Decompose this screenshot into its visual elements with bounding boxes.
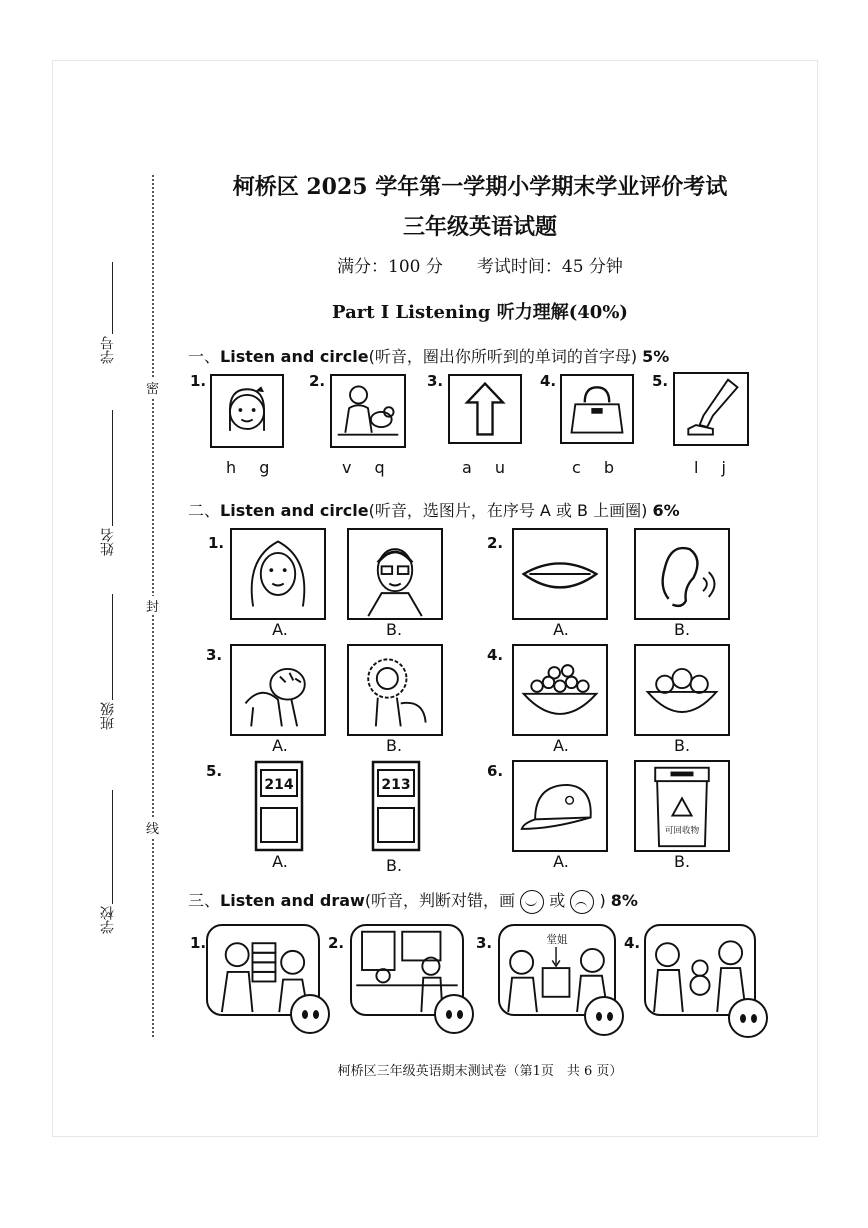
section2-heading: 二、Listen and circle(听音，选图片，在序号 A 或 B 上画圈) 6%	[188, 501, 680, 520]
vet-with-dog-icon	[330, 374, 406, 448]
part1-title: Part I Listening 听力理解(40%)	[332, 302, 628, 323]
s3-item2-num: 2.	[328, 934, 345, 952]
s2-item4-option-b[interactable]: B.	[673, 736, 691, 755]
s1-item3-letters[interactable]: a u	[462, 458, 506, 477]
s2-item3-option-a[interactable]: A.	[272, 736, 288, 755]
leg-icon	[673, 372, 749, 446]
school-label: 学校	[100, 906, 116, 934]
seal-char-xian: 线	[146, 818, 159, 837]
oranges-bowl-icon	[634, 644, 730, 736]
exam-subtitle: 三年级英语试题	[402, 214, 557, 240]
s2-item1-num: 1.	[208, 534, 225, 552]
handbag-icon	[560, 374, 634, 444]
cap-icon	[512, 760, 608, 852]
s3-item3-num: 3.	[476, 934, 493, 952]
name-label: 姓名	[100, 528, 116, 556]
s2-item1-option-a[interactable]: A.	[272, 620, 288, 639]
s1-item5-num: 5.	[652, 372, 669, 390]
s1-item2-num: 2.	[309, 372, 326, 390]
s3-item1-answer-face[interactable]	[290, 994, 330, 1034]
door-213-number: 213	[381, 777, 411, 793]
class-line	[112, 594, 113, 700]
happy-face-icon	[520, 890, 544, 914]
s1-item3-num: 3.	[427, 372, 444, 390]
cousin-label: 堂姐	[546, 934, 568, 947]
s1-item2-letters[interactable]: v q	[342, 458, 385, 477]
s3-item4-answer-face[interactable]	[728, 998, 768, 1038]
s1-item5-letters[interactable]: l j	[694, 458, 726, 477]
class-label: 班级	[100, 702, 116, 730]
s2-item5-option-a[interactable]: A.	[272, 852, 288, 871]
s2-item3-option-b[interactable]: B.	[385, 736, 403, 755]
student-id-line	[112, 262, 113, 334]
door-213-icon	[347, 760, 443, 852]
recycle-bin-label: 可回收物	[664, 825, 700, 836]
s2-item2-num: 2.	[487, 534, 504, 552]
recycle-bin-icon	[634, 760, 730, 852]
s1-item4-letters[interactable]: c b	[572, 458, 615, 477]
s2-item4-option-a[interactable]: A.	[553, 736, 569, 755]
s3-item3-answer-face[interactable]	[584, 996, 624, 1036]
section3-heading: 三、Listen and draw(听音，判断对错，画 或 ) 8%	[188, 888, 638, 914]
door-214-icon	[230, 760, 326, 852]
s3-item2-answer-face[interactable]	[434, 994, 474, 1034]
mouth-icon	[512, 528, 608, 620]
woman-face-icon	[230, 528, 326, 620]
door-214-number: 214	[264, 777, 294, 793]
s2-item4-num: 4.	[487, 646, 504, 664]
s2-item5-num: 5.	[206, 762, 223, 780]
s1-item1-num: 1.	[190, 372, 207, 390]
score-time-info: 满分：100 分 考试时间：45 分钟	[337, 257, 623, 277]
page-footer: 柯桥区三年级英语期末测试卷（第1页 共 6 页）	[337, 1064, 623, 1079]
girl-face-icon	[210, 374, 284, 448]
student-id-label: 学号	[100, 336, 116, 364]
man-with-glasses-icon	[347, 528, 443, 620]
s1-item4-num: 4.	[540, 372, 557, 390]
seal-char-feng: 封	[146, 596, 159, 615]
s1-item1-letters[interactable]: h g	[226, 458, 270, 477]
s2-item6-option-a[interactable]: A.	[553, 852, 569, 871]
ear-icon	[634, 528, 730, 620]
tiger-icon	[230, 644, 326, 736]
s2-item6-num: 6.	[487, 762, 504, 780]
seal-char-mi: 密	[146, 378, 159, 397]
s2-item3-num: 3.	[206, 646, 223, 664]
s2-item2-option-b[interactable]: B.	[673, 620, 691, 639]
lion-icon	[347, 644, 443, 736]
s2-item6-option-b[interactable]: B.	[673, 852, 691, 871]
up-arrow-icon	[448, 374, 522, 444]
school-line	[112, 790, 113, 904]
s3-item1-num: 1.	[190, 934, 207, 952]
section1-heading: 一、Listen and circle(听音，圈出你所听到的单词的首字母) 5%	[188, 347, 670, 366]
sad-face-icon	[570, 890, 594, 914]
s2-item5-option-b[interactable]: B.	[385, 856, 403, 875]
s2-item2-option-a[interactable]: A.	[553, 620, 569, 639]
name-line	[112, 410, 113, 526]
s2-item1-option-b[interactable]: B.	[385, 620, 403, 639]
s3-item4-num: 4.	[624, 934, 641, 952]
grapes-bowl-icon	[512, 644, 608, 736]
exam-title: 柯桥区 2025 学年第一学期小学期末学业评价考试	[232, 174, 728, 200]
